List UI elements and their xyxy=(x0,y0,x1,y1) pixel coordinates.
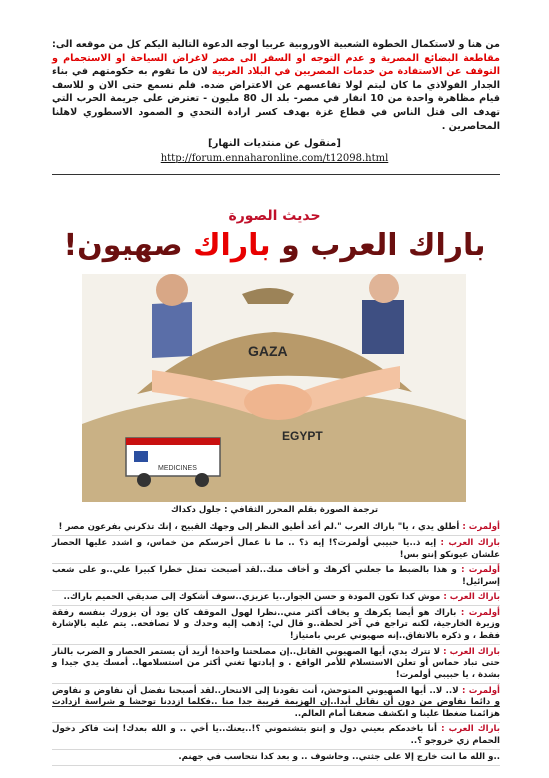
dialogue-text: موش كدا تكون المودة و حسن الجوار..يا عزيزي..سوف أشكوك إلى صديقي الحميم باراك.. xyxy=(63,592,444,603)
dialogue-line xyxy=(52,564,500,591)
speaker-name: أولمرت : xyxy=(461,685,501,696)
dialogue-text: و هذا بالضبط ما جعلني أكرهك و أخاف منك..لقد أصبحت تمثل خطرا كبيرا علي..و على شعب إسرائيل! xyxy=(52,565,500,587)
handshake xyxy=(244,384,312,420)
right-figure-body xyxy=(362,300,404,354)
dialogue-text: أنا باخدمكم بعيني دول و إنتو بتشتموني ؟!..يعنك..يا أخي .. و الله بعدك! إنت فاكر دخول الحمام زي خروجو ؟.. xyxy=(52,724,500,747)
source-link[interactable] xyxy=(0,153,549,164)
dialogue-text: إيه ذ..يا حبيبي أولمرت؟! إيه ذ؟ .. ما نا عمال أحرسكم من خماس، و اشدد عليها الحصار علشان عيونكو إنتو بس! xyxy=(52,537,500,560)
egypt-label: EGYPT xyxy=(282,429,323,443)
speaker-name: باراك العرب : xyxy=(440,537,500,548)
headline xyxy=(0,228,549,264)
intro-text: من هنا و لاستكمال الخطوة الشعبية الاوروبية عربيا اوجه الدعوة التالية اليكم كل من موقعه الى: xyxy=(52,39,500,50)
cartoon-image xyxy=(82,274,466,502)
truck-label: MEDICINES xyxy=(158,465,197,472)
speaker-name: باراك العرب : xyxy=(443,592,500,603)
truck-flag xyxy=(134,451,148,462)
left-figure-body xyxy=(152,302,192,358)
dialogue-line xyxy=(52,591,500,606)
headline-word: باراك xyxy=(407,228,486,263)
headline-word: و xyxy=(281,228,300,263)
headline-word: العرب xyxy=(310,228,398,263)
headline-word: باراك xyxy=(193,228,271,263)
dialogue-line xyxy=(52,645,500,684)
divider-top xyxy=(52,174,500,175)
image-caption: ترجمة الصورة بقلم المحرر الثقافي : جلول دكداك xyxy=(170,505,379,515)
speaker-name: أولمرت : xyxy=(460,607,500,618)
source-note: [منقول عن منتديات النهار] xyxy=(208,138,341,149)
dialogue-text: باراك هو أيضا يكرهك و يخاف أكثر مني..نظرا لهول الموقف كان يود أن يزورك بنفسه رفقة وزيرة الخارجية، لكنه تراجع في آخر لحظة..و قال لي: إذهب إليه وحدك و لا تصافحه.. يتم عليه بالإشارة فقط ، و ذكره بالاتفاق..إنه صهيوني عربي بامتياز! xyxy=(52,607,500,642)
speaker-name: باراك العرب : xyxy=(441,724,500,735)
divider-bottom xyxy=(52,706,500,707)
speaker-name: أولمرت : xyxy=(461,565,500,576)
intro-paragraph xyxy=(52,38,500,133)
intro-text-end: لان ما تقوم به حكومتهم في بناء الجدار الفولاذي ما كان ليتم لولا تقاعسهم عن الاعتراض ضده. فلم نسمع حتى الان و للاسف قيام مظاهرة واحدة من 10 انفار في مصر- بلد ال 80 مليون - تعترض على جريمة الحرب التي تهدف الى قتل الناس في قطاع غزة بهدف كسر ارادة التحدي و الصمود الاسطوري لاهلنا المحاصرين . xyxy=(52,66,500,132)
truck-wheel xyxy=(137,473,151,487)
dialogue-line xyxy=(52,750,500,765)
speaker-name: باراك العرب : xyxy=(443,646,500,657)
dialogue-line xyxy=(52,684,500,723)
gaza-label: GAZA xyxy=(248,343,288,359)
dialogue-line xyxy=(52,606,500,645)
dialogue-text: لا تترك يدي، أيها الصهيوني القاتل..إن مصلحتنا واحدة! أريد أن يستمر الحصار و الضرب بالنار حتى تباد حماس أو تعلن الاستسلام للأمر الواقع . و إبادتها تغني أكثر من استسلامها.. أمسك يدي جيدا و بشدة ، يا حبيبي أولمرت! xyxy=(52,646,500,681)
dialogue-line xyxy=(52,536,500,563)
aid-truck-stripe xyxy=(126,438,220,445)
right-figure-head xyxy=(369,274,399,303)
dialogue-line xyxy=(52,521,500,536)
headline-word: صهيون! xyxy=(63,228,183,263)
dialogue-line xyxy=(52,723,500,750)
dialogue-text: لا.. لا.. أيها الصهيوني المتوحش، أنت تقودنا إلى الانتحار..لقد أصبحنا نفضل أن نفاوض و نفاوض و دائما نفاوض من دون أن نقاتل أبدا..إن الهزيمة قريبة جدا منا ..فكلما ازددنا توحشا و شراسة ازدادت هزائمنا ضغطا علينا و انكشف ضعفنا أمام العالم.. xyxy=(52,685,500,719)
left-figure-head xyxy=(156,274,188,306)
intro-boycott-text: مقاطعة البضائع المصرية و عدم التوجه او السفر الى مصر لاغراض السياحة او الاستجمام و التوقف عن الاستفادة من خدمات المصريين في البلاد العربية xyxy=(52,52,500,78)
source-url[interactable]: http://forum.ennaharonline.com/t12098.html xyxy=(160,153,389,164)
dialogue-text: أطلق يدي ، يا" باراك العرب ".لم أعد أطيق النظر إلى وجهك القبيح ، إنك تذكرني بفرعون مصر ! xyxy=(58,522,463,533)
truck-wheel xyxy=(195,473,209,487)
dialogue-list xyxy=(52,521,500,766)
section-subtitle: حديث الصورة xyxy=(228,208,321,224)
dialogue-text: ..و الله ما انت خارج إلا على جثتي.. وحاشوف .. و بعد كدا نتحاسب في جهنم. xyxy=(178,751,500,762)
speaker-name: أولمرت : xyxy=(462,522,500,533)
